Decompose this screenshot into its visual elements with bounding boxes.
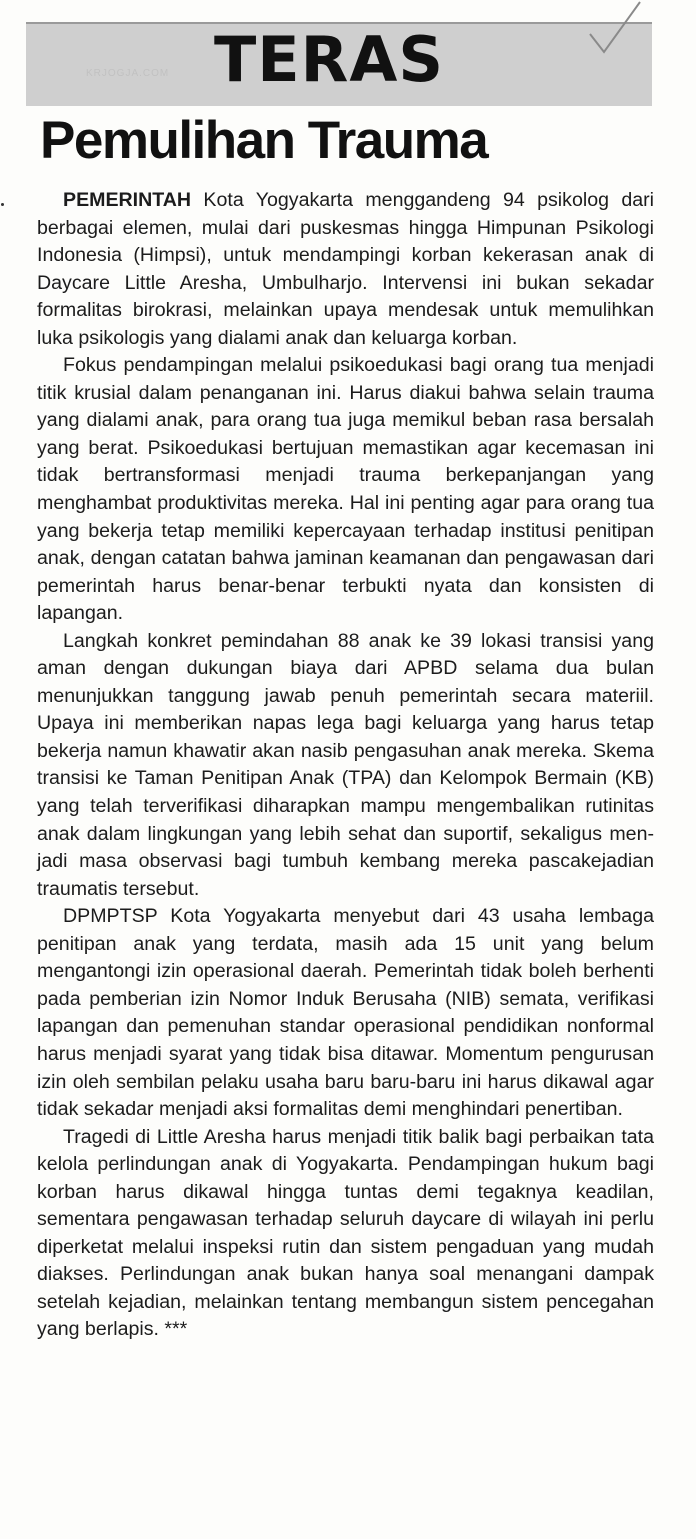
margin-mark	[1, 203, 4, 206]
paragraph	[37, 903, 654, 1123]
headline: Pemulihan Trauma	[40, 111, 488, 170]
lead-word: PEMERINTAH	[63, 189, 192, 211]
paragraph-text: DPMPTSP Kota Yogyakarta menyebut dari 43 usaha lembaga penitipan anak yang terdata, masih ada 15 unit yang belum mengantongi izin operasional daerah. Pemerintah tidak boleh berhenti pada pemberian izin Nomor Induk Berusaha (NIB) semata, verifikasi lapangan dan pemenuhan standar operasional pendidikan nonformal harus menjadi syarat yang tidak bisa ditawar. Momentum pengurusan izin oleh sembilan pelaku usaha baru baru-baru ini harus dikawal agar tidak sekadar menjadi aksi formalitas demi menghindari penertiban.	[37, 905, 654, 1121]
paragraph-text: Fokus pendampingan melalui psikoedukasi bagi orang tua menjadi titik krusial dalam penanganan ini. Harus diakui bahwa selain trauma yang dialami anak, para orang tua juga memikul beban rasa bersalah yang berat. Psikoedukasi bertujuan memastikan agar kecemasan ini tidak bertransformasi menjadi trauma berkepanjangan yang menghambat produktivitas mereka. Hal ini penting agar para orang tua yang bekerja tetap memiliki kepercayaan terhadap institusi penitipan anak, dengan catatan bahwa jaminan keamanan dan pengawasan dari pemerintah harus benar-benar terbukti nyata dan konsisten di lapangan.	[37, 354, 654, 625]
paragraph	[37, 628, 654, 903]
paragraph	[37, 187, 654, 352]
paragraph	[37, 352, 654, 627]
paragraph-text: Tragedi di Little Aresha harus menjadi titik balik bagi perbaikan tata kelola perlindungan anak di Yogyakarta. Pendampingan hukum bagi korban harus dikawal hingga tuntas demi tegaknya keadilan, sementara pengawasan terhadap seluruh daycare di wilayah ini perlu diperketat melalui inspeksi rutin dan sistem pengaduan yang mudah diakses. Perlindungan anak bukan hanya soal menangani dampak setelah kejadian, melainkan tentang membangun sistem pencegahan yang berlapis. ***	[37, 1125, 654, 1341]
checkmark-icon	[580, 0, 650, 70]
banner-watermark-text: KRJOGJA.COM	[86, 68, 170, 79]
section-kicker: TERAS	[214, 23, 445, 96]
article-body	[37, 187, 654, 1344]
paragraph-text: Kota Yogyakarta menggandeng 94 psikolog dari berbagai elemen, mulai dari puskesmas hingga Himpunan Psikologi Indonesia (Himpsi), untuk mendampingi korban kekerasan anak di Daycare Little Aresha, Umbulharjo. Intervensi ini bukan sekadar formalitas birokrasi, melainkan upaya mendesak untuk memulihkan luka psikologis yang dialami anak dan keluarga korban.	[37, 189, 654, 349]
paragraph-text: Langkah konkret pemindahan 88 anak ke 39 lokasi transisi yang aman dengan dukungan biaya dari APBD selama dua bulan menunjukkan tanggung jawab penuh pemerintah secara materiil. Upaya ini memberikan napas lega bagi keluarga yang harus tetap bekerja namun khawatir akan nasib pengasuhan anak mereka. Skema transisi ke Taman Penitipan Anak (TPA) dan Kelompok Bermain (KB) yang telah terverifikasi diharapkan mampu mengembalikan rutinitas anak dalam lingkungan yang lebih sehat dan suportif, sekaligus menjadi masa observasi bagi tumbuh kembang mereka pascakejadian traumatis tersebut.	[37, 629, 654, 900]
paragraph	[37, 1124, 654, 1344]
